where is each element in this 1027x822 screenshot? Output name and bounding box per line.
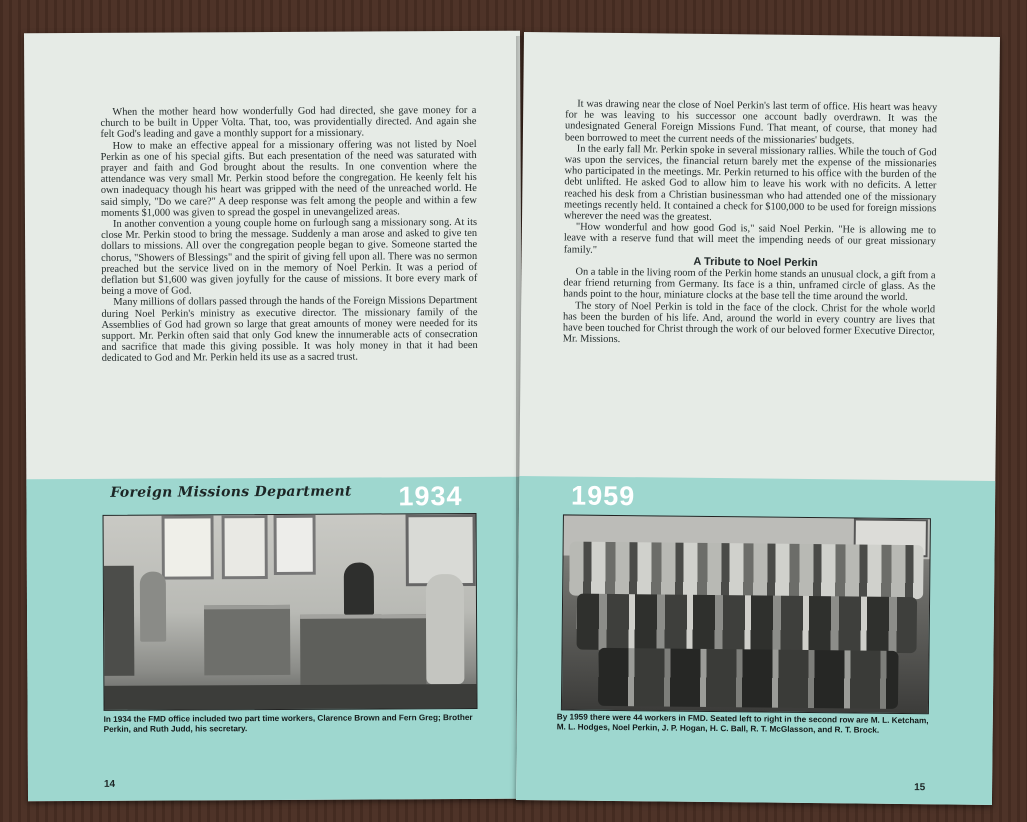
left-body-text	[100, 105, 477, 365]
year-label: 1934	[398, 481, 463, 512]
paragraph: On a table in the living room of the Perkin home stands an unusual clock, a gift from a dear friend returning from Germany. Its face is a thin, unframed circle of glass. As the hands point to the hour, miniature clocks at the base tell the time around the world.	[563, 266, 936, 304]
paragraph: When the mother heard how wonderfully God had directed, she gave money for a church to be built in Upper Volta. That, too, was providentially directed. And again she felt God's leading and gave a monthly support for a missionary.	[100, 104, 477, 141]
back-row-people	[569, 542, 924, 600]
right-page	[516, 32, 1000, 805]
window	[222, 515, 268, 579]
photo-caption-1959: By 1959 there were 44 workers in FMD. Seated left to right in the second row are M. L. Ketcham, M. L. Hodges, Noel Perkin, J. P. Hogan, H. C. Ball, R. T. McGlasson, and R. T. Brock.	[556, 712, 929, 735]
right-body-text	[563, 98, 938, 348]
page-number: 14	[103, 778, 116, 790]
year-label: 1959	[570, 480, 636, 512]
paragraph: In another convention a young couple home on furlough sang a missionary song. At its close Mr. Perkin stood to bring the message. Suddenly a man arose and asked to give ten dollars to missions. All over the congregation people began to give. Someone started the chorus, "Showers of Blessings" and the spirit of giving fell upon all. There was no sermon preached but the service lived on in the memory of Noel Perkin. It was a period of deflation but $1,600 was given joyfully for the cause of missions. It bore every mark of being a move of God.	[101, 216, 478, 298]
office-photo-1934	[103, 513, 478, 711]
desk	[300, 614, 426, 685]
group-photo-1959	[561, 514, 931, 714]
window	[274, 515, 316, 575]
person	[426, 574, 465, 684]
band-title: Foreign Missions Department	[110, 483, 352, 501]
left-page	[24, 31, 524, 802]
paragraph: The story of Noel Perkin is told in the face of the clock. Christ for the whole world has been the burden of his life. And, around the world in every country are lives that have been touched for Christ through the work of our beloved former Executive Director, Mr. Missions.	[562, 300, 936, 346]
photo-band-1959	[516, 476, 995, 805]
person	[140, 572, 166, 642]
paragraph: How to make an effective appeal for a missionary offering was not listed by Noel Perkin as one of his special gifts. But each presentation of the need was saturated with prayer and faith and God brought about the results. In one convention where the attendance was very small Mr. Perkin stood before the congregation. He keenly felt his own inadequacy though his heart was gripped with the need of the unreached world. He said simply, "Do we care?" A deep response was felt among the people and within a few moments $1,000 was given to spread the gospel in unevangelized areas.	[100, 138, 477, 219]
window	[162, 515, 214, 579]
middle-row-people	[577, 594, 918, 654]
paragraph: In the early fall Mr. Perkin spoke in several missionary rallies. While the touch of God was upon the services, the financial return barely met the expense of the missionaries who participated in the meetings. Mr. Perkin returned to his office with the burden of the debt unlifted. He asked God to allow him to leave his work with no deficits. A letter reached his desk from a Christian businessman who had attended one of the missionary meetings recently held. It contained a check for $100,000 to be used for foreign missions wherever the need was the greatest.	[564, 143, 937, 224]
photo-band-1934	[26, 477, 524, 802]
paragraph: Many millions of dollars passed through the hands of the Foreign Missions Department during Noel Perkin's ministry as executive director. The missionary family of the Assemblies of God had grown so large that great amounts of money were needed for its support. Mr. Perkin often said that only God knew the innumerable acts of consecration and sacrifice that made this giving possible. It was holy money in that it had been dedicated to God and Mr. Perkin held its use as a sacred trust.	[101, 295, 478, 365]
section-heading: A Tribute to Noel Perkin	[693, 255, 818, 269]
page-number: 15	[914, 782, 926, 794]
person	[344, 562, 374, 614]
paragraph: "How wonderful and how good God is," said Noel Perkin. "He is allowing me to leave with a reserve fund that will meet the impending needs of our great missionary family."	[563, 221, 936, 256]
front-row-people	[598, 648, 899, 709]
filing-cabinet	[104, 566, 135, 676]
paragraph: It was drawing near the close of Noel Perkin's last term of office. His heart was heavy for he was leaving to his successor one account badly overdrawn. It was the undesignated General Foreign Missions Fund. That meant, of course, that money had been borrowed to meet the current needs of the missionaries' budgets.	[564, 98, 938, 147]
desk	[204, 605, 290, 675]
floor	[104, 684, 476, 710]
photo-caption-1934: In 1934 the FMD office included two part time workers, Clarence Brown and Fern Greg; Brother Perkin, and Ruth Judd, his secretary.	[103, 712, 473, 734]
